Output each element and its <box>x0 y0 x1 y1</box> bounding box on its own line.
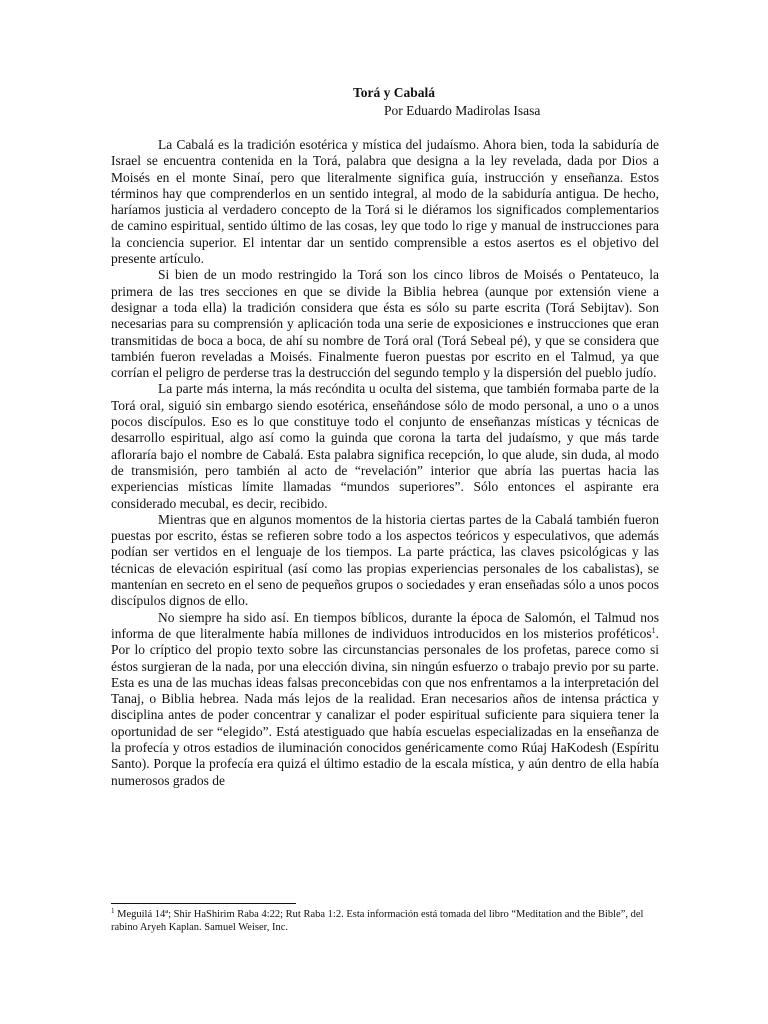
article-body <box>111 137 659 789</box>
paragraph-5-text-before: No siempre ha sido así. En tiempos bíblicos, durante la época de Salomón, el Talmud nos informa de que literalmente había millones de individuos introducidos en los misterios proféticos <box>111 609 659 641</box>
footnote <box>111 908 671 934</box>
paragraph-1: La Cabalá es la tradición esotérica y mística del judaísmo. Ahora bien, toda la sabiduría de Israel se encuentra contenida en la Torá, palabra que designa a la ley revelada, dada por Dios a Moisés en el monte Sinaí, pero que literalmente significa guía, instrucción y enseñanza. Estos términos hay que comprenderlos en un sentido integral, al modo de la sabiduría antigua. De hecho, haríamos justicia al verdadero concepto de la Torá si le diéramos los significados complementarios de camino espiritual, sentido último de las cosas, ley que todo lo rige y manual de instrucciones para la conciencia superior. El intentar dar un sentido comprensible a estos asertos es el objetivo del presente artículo. <box>111 137 659 267</box>
author-line: Por Eduardo Madirolas Isasa <box>384 103 541 118</box>
paragraph-5 <box>111 610 659 789</box>
footnote-divider <box>111 903 296 904</box>
page-title: Torá y Cabalá <box>352 85 435 100</box>
paragraph-5-text-after: . Por lo críptico del propio texto sobre las circunstancias personales de los profetas, parece como si éstos surgieran de la nada, por una elección divina, sin ningún esfuerzo o trabajo previo por su parte. Esta es una de las muchas ideas falsas preconcebidas con que nos enfrentamos a la interpretación del Tanaj, o Biblia hebrea. Nada más lejos de la realidad. Eran necesarios años de intensa práctica y disciplina antes de poder concentrar y canalizar el poder espiritual suficiente para siquiera tener la oportunidad de ser “elegido”. Está atestiguado que había escuelas especializadas en la enseñanza de la profecía y otros estadios de iluminación conocidos genéricamente como Rúaj HaKodesh (Espíritu Santo). Porque la profecía era quizá el último estadio de la escala mística, y aún dentro de ella había numerosos grados de <box>111 625 659 788</box>
footnote-reference[interactable]: 1 <box>651 625 656 635</box>
paragraph-2: Si bien de un modo restringido la Torá son los cinco libros de Moisés o Pentateuco, la primera de las tres secciones en que se divide la Biblia hebrea (aunque por extensión viene a designar a toda ella) la tradición considera que ésta es sólo su parte escrita (Torá Sebijtav). Son necesarias para su comprensión y aplicación toda una serie de exposiciones e instrucciones que eran transmitidas de boca a boca, de ahí su nombre de Torá oral (Torá Sebeal pé), y que se considera que también fueron reveladas a Moisés. Finalmente fueron puestas por escrito en el Talmud, ya que corrían el peligro de perderse tras la destrucción del segundo templo y la dispersión del pueblo judío. <box>111 267 659 381</box>
paragraph-3: La parte más interna, la más recóndita u oculta del sistema, que también formaba parte de la Torá oral, siguió sin embargo siendo esotérica, enseñándose sólo de modo personal, a uno o a unos pocos discípulos. Eso es lo que constituye todo el conjunto de enseñanzas místicas y técnicas de desarrollo espiritual, algo así como la guinda que corona la tarta del judaísmo, y que más tarde afloraría bajo el nombre de Cabalá. Esta palabra significa recepción, lo que alude, sin duda, al modo de transmisión, pero también al acto de “revelación” interior que abría las puertas hacia las experiencias místicas límite llamadas “mundos superiores”. Sólo entonces el aspirante era considerado mecubal, es decir, recibido. <box>111 381 659 511</box>
paragraph-4: Mientras que en algunos momentos de la historia ciertas partes de la Cabalá también fueron puestas por escrito, éstas se refieren sobre todo a los aspectos teóricos y especulativos, que además podían ser vertidos en el lenguaje de los tiempos. La parte práctica, las claves psicológicas y las técnicas de elevación espiritual (así como las propias experiencias personales de los cabalistas), se mantenían en secreto en el seno de pequeños grupos o sociedades y eran enseñadas sólo a unos pocos discípulos dignos de ello. <box>111 511 659 609</box>
footnote-text: Meguilá 14ª; Shir HaShirim Raba 4:22; Rut Raba 1:2. Esta información está tomada del libro “Meditation and the Bible”, del rabino Aryeh Kaplan. Samuel Weiser, Inc. <box>111 909 644 933</box>
footnote-number: 1 <box>111 907 115 915</box>
